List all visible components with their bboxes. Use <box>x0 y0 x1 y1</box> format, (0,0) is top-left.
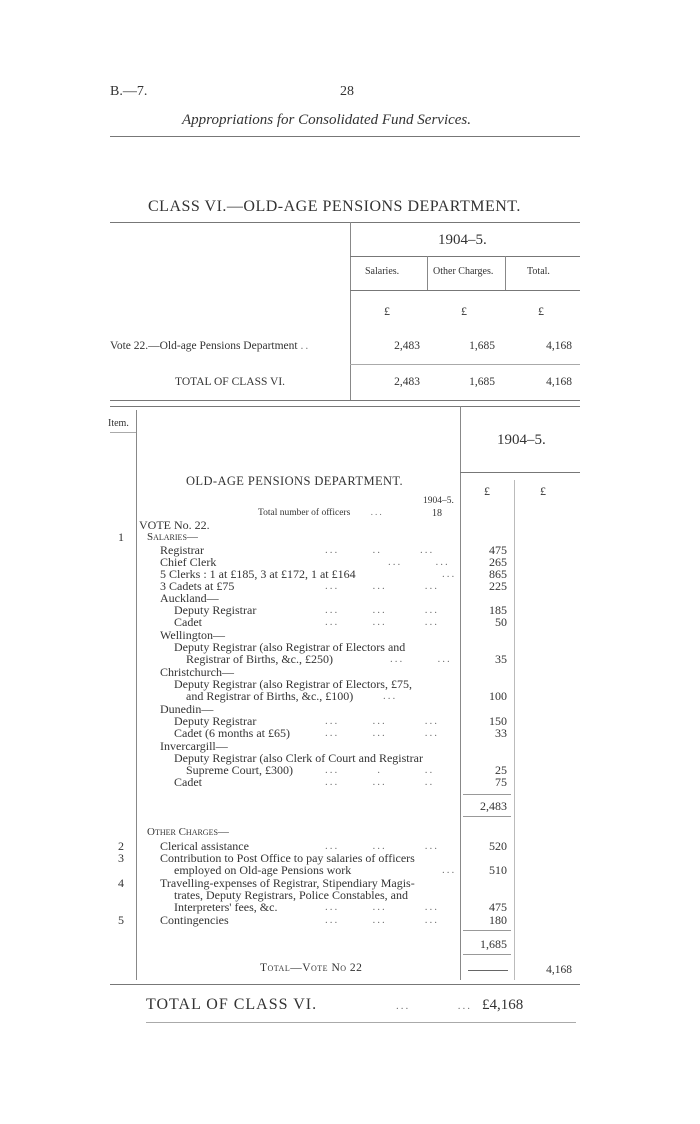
detail-bottom-rule <box>110 984 580 985</box>
auckland-deputy-label: Deputy Registrar <box>174 603 257 617</box>
invercargill-deputy-line1: Deputy Registrar (also Clerk of Court and Registrar <box>174 751 423 765</box>
detail-total-divider <box>514 480 515 980</box>
travelling-line3: Interpreters' fees, &c. <box>174 900 278 914</box>
registrar-label: Registrar <box>160 543 204 557</box>
salaries-sum-rule <box>463 794 511 795</box>
dot-leader: ... ... ... <box>325 604 439 616</box>
dot-leader: ... .. ... <box>325 544 435 556</box>
summary-bottom-rule <box>110 400 580 401</box>
officers-label: Total number of officers ... <box>258 508 384 518</box>
summary-currency-other: £ <box>461 304 467 318</box>
dot-leader: ... ... <box>396 1000 472 1012</box>
invercargill-cadet-amount: 75 <box>495 775 507 789</box>
summary-vote-total: 4,168 <box>546 340 572 352</box>
vote-total-dash <box>468 970 508 971</box>
clerical-label: Clerical assistance <box>160 839 249 853</box>
other-charges-total: 1,685 <box>480 937 507 951</box>
summary-vote-label: Vote 22.—Old-age Pensions Department .. <box>110 340 311 352</box>
dot-leader: ... <box>383 690 398 702</box>
post-office-amount: 510 <box>489 863 507 877</box>
detail-item-divider <box>136 410 137 980</box>
dot-leader: ... ... <box>388 556 450 568</box>
item-number-2: 2 <box>118 839 124 853</box>
wellington-deputy-line1: Deputy Registrar (also Registrar of Electors and <box>174 640 406 654</box>
detail-top-rule <box>110 406 580 407</box>
travelling-amount: 475 <box>489 900 507 914</box>
footer-rule <box>146 1022 576 1023</box>
contingencies-amount: 180 <box>489 913 507 927</box>
auckland-cadet-label: Cadet <box>174 615 202 629</box>
registrar-amount: 475 <box>489 543 507 557</box>
item-header: Item. <box>108 418 129 429</box>
dot-leader: ... ... ... <box>325 840 439 852</box>
dot-leader: ... <box>442 864 457 876</box>
dot-leader: ... <box>442 568 457 580</box>
other-total-rule <box>463 954 511 955</box>
detail-currency-totals: £ <box>540 484 546 498</box>
detail-year-rule <box>460 472 580 473</box>
christchurch-label: Christchurch— <box>160 665 234 679</box>
dot-leader: ... ... ... <box>325 901 439 913</box>
salaries-heading: Salaries— <box>147 531 198 543</box>
col-total: Total. <box>527 266 550 277</box>
detail-amount-divider <box>460 406 461 980</box>
officers-year: 1904–5. <box>423 496 454 506</box>
christchurch-deputy-line1: Deputy Registrar (also Registrar of Electors, £75, <box>174 677 412 691</box>
auckland-cadet-amount: 50 <box>495 615 507 629</box>
cadets-label: 3 Cadets at £75 <box>160 579 235 593</box>
page-title: Appropriations for Consolidated Fund Services. <box>182 112 472 128</box>
contingencies-label: Contingencies <box>160 913 229 927</box>
summary-top-rule <box>110 222 580 223</box>
header-rule <box>110 136 580 137</box>
wellington-label: Wellington— <box>160 628 226 642</box>
col-other: Other Charges. <box>433 266 494 277</box>
travelling-line1: Travelling-expenses of Registrar, Stipendiary Magis- <box>160 876 415 890</box>
summary-currency-salaries: £ <box>384 304 390 318</box>
dunedin-deputy-amount: 150 <box>489 714 507 728</box>
summary-year-rule <box>350 256 580 257</box>
detail-year: 1904–5. <box>497 432 546 448</box>
page-ref: B.—7. <box>110 84 148 99</box>
vote-number: VOTE No. 22. <box>139 518 210 532</box>
summary-currency-total: £ <box>538 304 544 318</box>
officers-text: Total number of officers <box>258 508 351 518</box>
item-number-5: 5 <box>118 913 124 927</box>
summary-vote-salaries: 2,483 <box>394 340 420 352</box>
invercargill-cadet-label: Cadet <box>174 775 202 789</box>
summary-header-rule <box>350 290 580 291</box>
class-total-amount: £4,168 <box>482 997 524 1013</box>
cadets-amount: 225 <box>489 579 507 593</box>
dot-leader: ... ... ... <box>325 616 439 628</box>
class-total-label: TOTAL OF CLASS VI. <box>146 996 318 1013</box>
summary-divider <box>350 222 351 400</box>
page-number: 28 <box>340 84 354 99</box>
item-number-1: 1 <box>118 530 124 544</box>
other-charges-heading: Other Charges— <box>147 826 229 838</box>
summary-subtotal-rule <box>350 364 580 365</box>
invercargill-label: Invercargill— <box>160 739 228 753</box>
summary-year: 1904–5. <box>438 232 487 248</box>
chief-clerk-amount: 265 <box>489 555 507 569</box>
salaries-total: 2,483 <box>480 799 507 813</box>
clerks-amount: 865 <box>489 567 507 581</box>
summary-total-total: 4,168 <box>546 376 572 388</box>
summary-vote-other: 1,685 <box>469 340 495 352</box>
vote-total-label: Total—Vote No 22 <box>260 962 363 974</box>
summary-vote-text: Vote 22.—Old-age Pensions Department <box>110 340 298 352</box>
dot-leader: ... . .. <box>325 764 435 776</box>
dot-leader: ... ... ... <box>325 727 439 739</box>
salaries-total-rule <box>463 816 511 817</box>
summary-total-salaries: 2,483 <box>394 376 420 388</box>
item-header-rule <box>110 432 136 433</box>
class-title: CLASS VI.—OLD-AGE PENSIONS DEPARTMENT. <box>148 198 521 215</box>
col-salaries: Salaries. <box>365 266 400 277</box>
dept-title: OLD-AGE PENSIONS DEPARTMENT. <box>186 474 404 488</box>
christchurch-deputy-amount: 100 <box>489 689 507 703</box>
dot-leader: ... ... .. <box>325 776 435 788</box>
dot-leader: ... ... ... <box>325 715 439 727</box>
summary-col-sep1 <box>427 256 428 290</box>
christchurch-deputy-line2: and Registrar of Births, &c., £100) <box>186 689 354 703</box>
dunedin-label: Dunedin— <box>160 702 214 716</box>
dot-leader: ... ... ... <box>325 580 439 592</box>
auckland-label: Auckland— <box>160 591 219 605</box>
dunedin-cadet-label: Cadet (6 months at £65) <box>174 726 290 740</box>
item-number-3: 3 <box>118 851 124 865</box>
detail-currency-amounts: £ <box>484 484 490 498</box>
invercargill-deputy-line2: Supreme Court, £300) <box>186 763 293 777</box>
wellington-deputy-amount: 35 <box>495 652 507 666</box>
wellington-deputy-line2: Registrar of Births, &c., £250) <box>186 652 333 666</box>
post-office-line1: Contribution to Post Office to pay salaries of officers <box>160 851 415 865</box>
travelling-line2: trates, Deputy Registrars, Police Constables, and <box>174 888 408 902</box>
summary-total-text: TOTAL OF CLASS VI. <box>175 376 286 388</box>
summary-total-other: 1,685 <box>469 376 495 388</box>
dunedin-cadet-amount: 33 <box>495 726 507 740</box>
summary-col-sep2 <box>505 256 506 290</box>
clerks-label: 5 Clerks : 1 at £185, 3 at £172, 1 at £164 <box>160 567 356 581</box>
item-number-4: 4 <box>118 876 124 890</box>
other-sum-rule <box>463 930 511 931</box>
officers-count: 18 <box>432 508 442 519</box>
vote-total-amount: 4,168 <box>546 964 572 976</box>
dot-leader: ... ... ... <box>325 914 439 926</box>
post-office-line2: employed on Old-age Pensions work <box>174 863 352 877</box>
dot-leader: ... ... <box>390 653 452 665</box>
chief-clerk-label: Chief Clerk <box>160 555 217 569</box>
clerical-amount: 520 <box>489 839 507 853</box>
summary-total-label <box>175 376 285 388</box>
auckland-deputy-amount: 185 <box>489 603 507 617</box>
invercargill-deputy-amount: 25 <box>495 763 507 777</box>
dunedin-deputy-label: Deputy Registrar <box>174 714 257 728</box>
